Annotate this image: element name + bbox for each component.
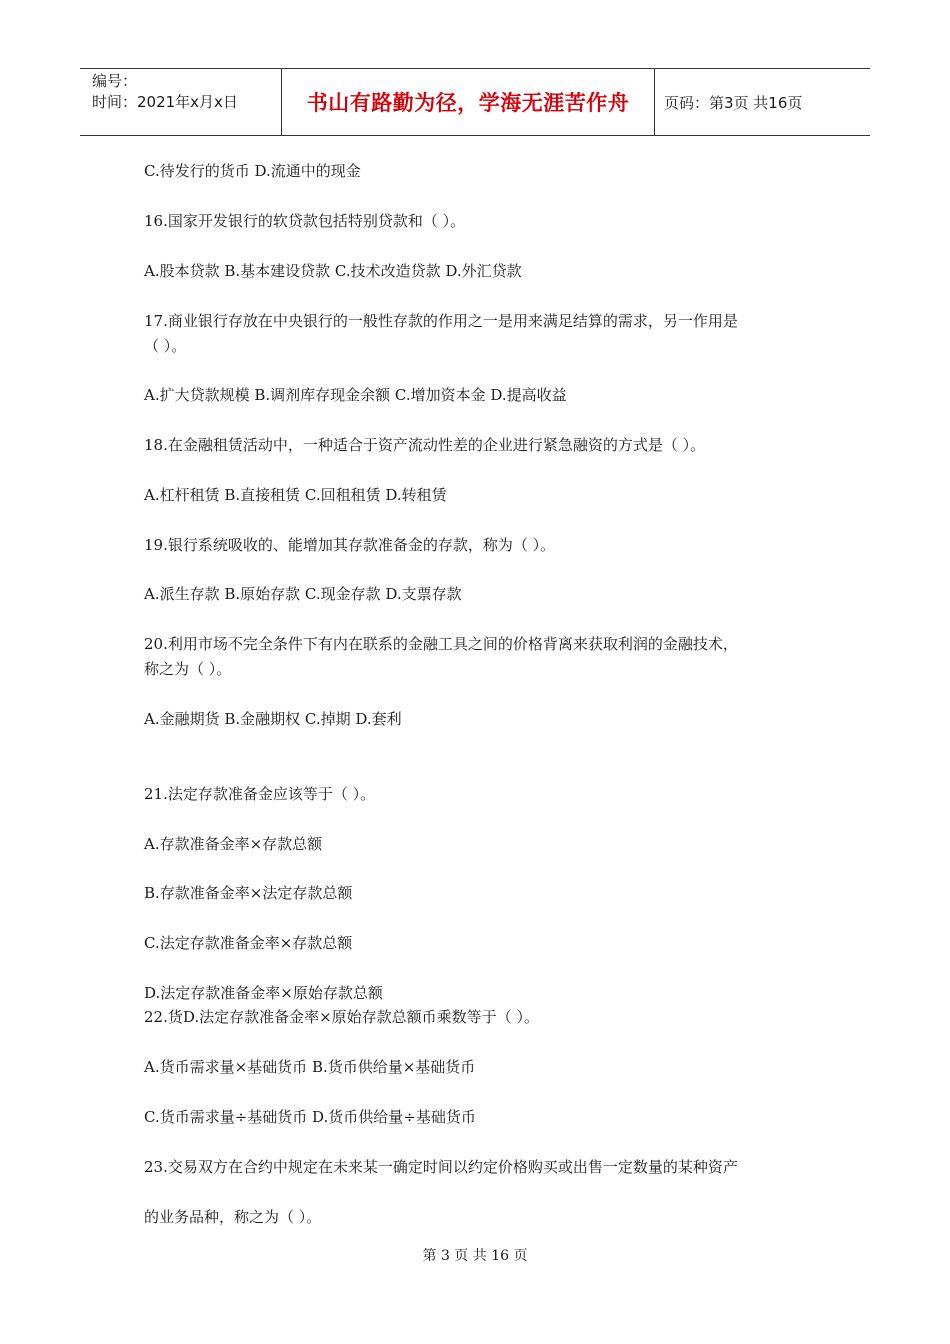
option-line-15: C.待发行的货币 D.流通中的现金: [144, 162, 361, 180]
header-page-info: 页码：第3页 共16页: [664, 93, 803, 112]
document-number-label: 编号：: [92, 72, 138, 90]
header-left: [80, 69, 281, 135]
options-19: A.派生存款 B.原始存款 C.现金存款 D.支票存款: [144, 585, 462, 603]
question-20: 20.利用市场不完全条件下有内在联系的金融工具之间的价格背离来获取利润的金融技术，: [144, 635, 738, 653]
document-time-label: 时间：2021年x月x日: [92, 93, 238, 111]
question-23-cont: 的业务品种，称之为（ ）。: [144, 1208, 322, 1226]
options-22-ab: A.货币需求量×基础货币 B.货币供给量×基础货币: [144, 1058, 476, 1076]
options-20: A.金融期货 B.金融期权 C.掉期 D.套利: [144, 710, 402, 728]
page-footer: 第 3 页 共 16 页: [422, 1248, 528, 1264]
option-21-a: A.存款准备金率×存款总额: [144, 835, 323, 853]
question-17-cont: （ ）。: [144, 337, 187, 355]
options-16: A.股本贷款 B.基本建设贷款 C.技术改造贷款 D.外汇贷款: [144, 262, 522, 280]
question-16: 16.国家开发银行的软贷款包括特别贷款和（ ）。: [144, 212, 466, 230]
header-motto: 书山有路勤为径，学海无涯苦作舟: [281, 69, 655, 135]
option-21-b: B.存款准备金率×法定存款总额: [144, 884, 353, 902]
page-header: [80, 68, 870, 136]
options-22-cd: C.货币需求量÷基础货币 D.货币供给量÷基础货币: [144, 1108, 476, 1126]
question-22: 22.货D.法定存款准备金率×原始存款总额币乘数等于（ ）。: [144, 1008, 539, 1026]
option-21-d: D.法定存款准备金率×原始存款总额: [144, 984, 383, 1002]
question-18: 18.在金融租赁活动中，一种适合于资产流动性差的企业进行紧急融资的方式是（ ）。: [144, 436, 706, 454]
question-21: 21.法定存款准备金应该等于（ ）。: [144, 785, 376, 803]
option-21-c: C.法定存款准备金率×存款总额: [144, 934, 353, 952]
question-23: 23.交易双方在合约中规定在未来某一确定时间以约定价格购买或出售一定数量的某种资产: [144, 1158, 738, 1176]
question-20-cont: 称之为（ ）。: [144, 660, 232, 678]
question-17: 17.商业银行存放在中央银行的一般性存款的作用之一是用来满足结算的需求，另一作用是: [144, 312, 738, 330]
options-18: A.杠杆租赁 B.直接租赁 C.回租租赁 D.转租赁: [144, 486, 447, 504]
options-17: A.扩大贷款规模 B.调剂库存现金余额 C.增加资本金 D.提高收益: [144, 386, 567, 404]
question-19: 19.银行系统吸收的、能增加其存款准备金的存款，称为（ ）。: [144, 536, 556, 554]
